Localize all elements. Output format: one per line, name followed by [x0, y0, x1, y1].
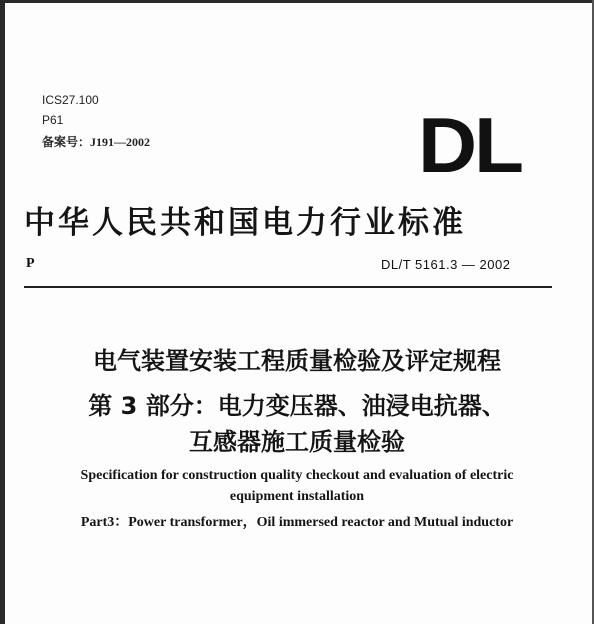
class-code: P61: [42, 113, 64, 127]
title-cn-line-2: 第 3 部分：电力变压器、油浸电抗器、: [88, 392, 506, 420]
dl-logo: DL: [418, 101, 521, 189]
title-en-line-1: Specification for construction quality checkout and evaluation of electric: [80, 468, 514, 483]
scan-border-top: [0, 0, 594, 3]
record-number: 备案号：J191—2002: [42, 135, 151, 149]
classification-letter: P: [26, 256, 35, 271]
organization-title: 中华人民共和国电力行业标准: [24, 205, 466, 241]
title-cn-line-1: 电气装置安装工程质量检验及评定规程: [93, 347, 501, 375]
title-en-line-3: Part3：Power transformer，Oil immersed reactor and Mutual inductor: [80, 515, 514, 530]
ics-code: ICS27.100: [42, 93, 99, 107]
title-en-line-2: equipment installation: [229, 489, 365, 504]
title-cn-line-3: 互感器施工质量检验: [189, 428, 405, 456]
standard-number: DL/T 5161.3 — 2002: [381, 257, 511, 272]
header-divider: [24, 286, 552, 288]
